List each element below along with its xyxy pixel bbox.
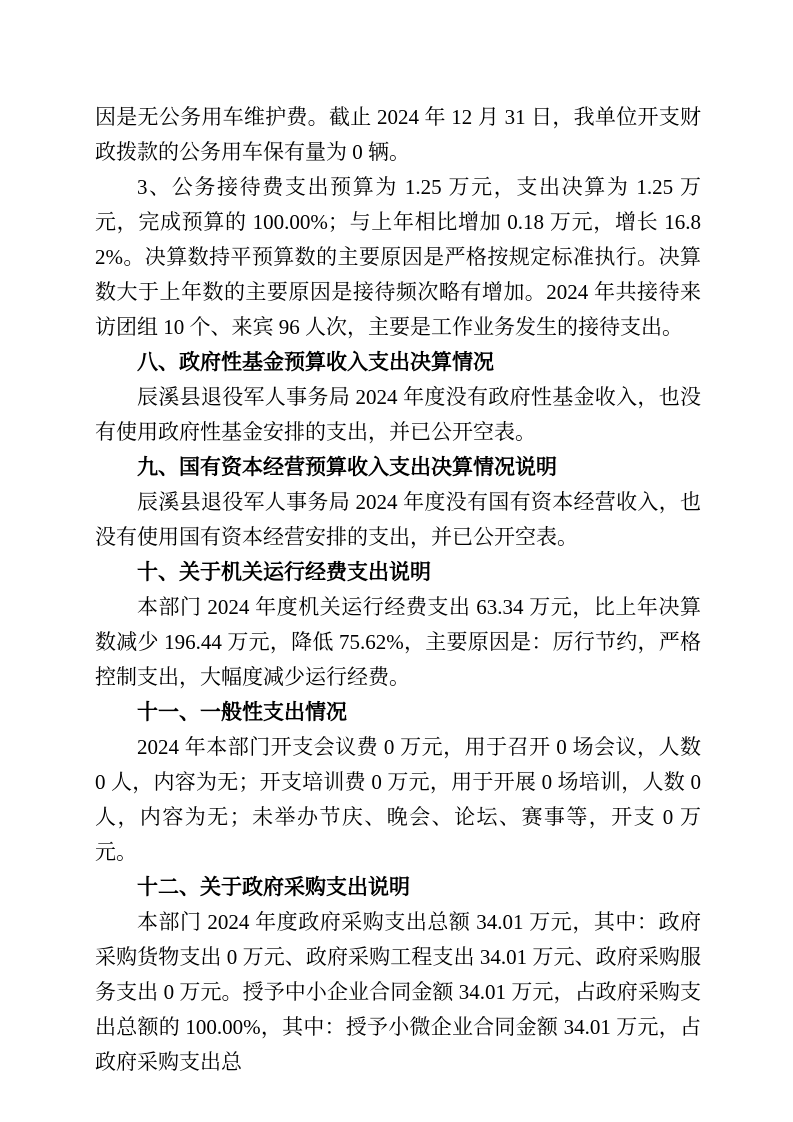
paragraph-operating-expenses: 本部门 2024 年度机关运行经费支出 63.34 万元，比上年决算数减少 196.44 万元，降低 75.62%，主要原因是：厉行节约，严格控制支出，大幅度减少运行经费。 <box>95 595 701 689</box>
paragraph-official-reception-fees: 3、公务接待费支出预算为 1.25 万元，支出决算为 1.25 万元，完成预算的 100.00%；与上年相比增加 0.18 万元，增长 16.82%。决算数持平预算数的主要原因是严格按规定标准执行。决算数大于上年数的主要原因是接待频次略有增加。2024 年共接待来访团组 10 个、来宾 96 人次，主要是工作业务发生的接待支出。 <box>95 175 701 339</box>
section-heading-11: 十一、一般性支出情况 <box>137 701 347 724</box>
paragraph-state-capital: 辰溪县退役军人事务局 2024 年度没有国有资本经营收入，也没有使用国有资本经营安排的支出，并已公开空表。 <box>95 490 701 549</box>
section-heading-10: 十、关于机关运行经费支出说明 <box>137 561 431 584</box>
section-heading-9: 九、国有资本经营预算收入支出决算情况说明 <box>137 456 557 479</box>
paragraph-continuation: 因是无公务用车维护费。截止 2024 年 12 月 31 日，我单位开支财政拨款的公务用车保有量为 0 辆。 <box>95 105 701 164</box>
section-heading-12: 十二、关于政府采购支出说明 <box>137 876 410 899</box>
paragraph-government-funds: 辰溪县退役军人事务局 2024 年度没有政府性基金收入，也没有使用政府性基金安排的支出，并已公开空表。 <box>95 385 701 444</box>
paragraph-government-procurement: 本部门 2024 年度政府采购支出总额 34.01 万元，其中：政府采购货物支出 0 万元、政府采购工程支出 34.01 万元、政府采购服务支出 0 万元。授予中小企业合同金额 34.01 万元，占政府采购支出总额的 100.00%，其中：授予小微企业合同金额 34.01 万元，占政府采购支出总 <box>95 910 701 1074</box>
paragraph-general-expenditure: 2024 年本部门开支会议费 0 万元，用于召开 0 场会议，人数 0 人，内容为无；开支培训费 0 万元，用于开展 0 场培训，人数 0 人，内容为无；未举办节庆、晚会、论坛、赛事等，开支 0 万元。 <box>95 735 701 864</box>
section-heading-8: 八、政府性基金预算收入支出决算情况 <box>137 351 494 374</box>
